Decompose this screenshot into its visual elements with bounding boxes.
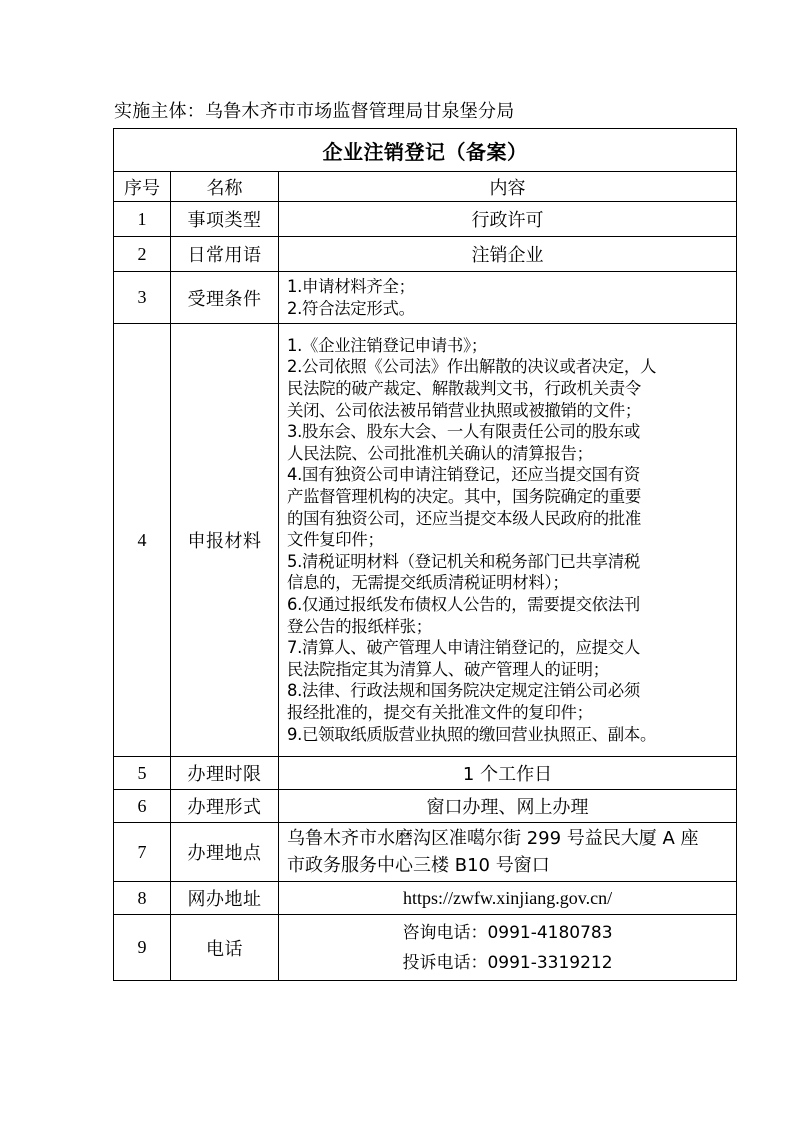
content-line: 8.法律、行政法规和国务院决定规定注销公司必须 (287, 681, 640, 701)
row-no: 7 (114, 823, 171, 882)
row-name: 办理地点 (171, 823, 279, 882)
table-row (114, 757, 737, 790)
row-name: 网办地址 (171, 882, 279, 915)
content-line: 市政务服务中心三楼 B10 号窗口 (287, 855, 550, 876)
table-title-row (114, 129, 737, 172)
content-line: 产监督管理机构的决定。其中，国务院确定的重要 (287, 487, 641, 507)
table-title: 企业注销登记（备案） (114, 129, 737, 172)
table-row (114, 237, 737, 272)
table-row (114, 202, 737, 237)
row-content: 1 个工作日 (279, 757, 737, 790)
row-no: 4 (114, 324, 171, 757)
consult-phone: 咨询电话：0991-4180783 (402, 922, 613, 943)
row-content (279, 915, 737, 981)
header-no: 序号 (114, 172, 171, 202)
row-no: 9 (114, 915, 171, 981)
content-line: 1.《企业注销登记申请书》； (287, 335, 487, 355)
content-line: 7.清算人、破产管理人申请注销登记的，应提交人 (287, 638, 640, 658)
content-line: 4.国有独资公司申请注销登记，还应当提交国有资 (287, 465, 640, 485)
row-no: 1 (114, 202, 171, 237)
table-row (114, 915, 737, 981)
row-content: 行政许可 (279, 202, 737, 237)
table-header-row (114, 172, 737, 202)
table-row (114, 823, 737, 882)
content-line: 乌鲁木齐市水磨沟区准噶尔街 299 号益民大厦 A 座 (287, 828, 699, 849)
content-line: 9.已领取纸质版营业执照的缴回营业执照正、副本。 (287, 724, 657, 744)
row-name: 申报材料 (171, 324, 279, 757)
service-item-table (113, 128, 737, 981)
implementer-line: 实施主体：乌鲁木齐市市场监督管理局甘泉堡分局 (114, 101, 515, 122)
content-line: 登公告的报纸样张； (287, 616, 432, 636)
row-content: 注销企业 (279, 237, 737, 272)
row-name: 日常用语 (171, 237, 279, 272)
content-line: 关闭、公司依法被吊销营业执照或被撤销的文件； (287, 400, 641, 420)
content-line: 民法院指定其为清算人、破产管理人的证明； (287, 659, 609, 679)
content-line: 报经批准的，提交有关批准文件的复印件； (287, 702, 593, 722)
complaint-phone: 投诉电话：0991-3319212 (402, 952, 613, 973)
row-content: 窗口办理、网上办理 (279, 790, 737, 823)
content-line: 6.仅通过报纸发布债权人公告的，需要提交依法刊 (287, 594, 640, 614)
online-address: https://zwfw.xinjiang.gov.cn/ (279, 882, 737, 915)
table-row (114, 790, 737, 823)
content-line: 3.股东会、股东大会、一人有限责任公司的股东或 (287, 422, 640, 442)
row-content (279, 324, 737, 757)
table-row (114, 324, 737, 757)
row-content (279, 823, 737, 882)
content-line: 5.清税证明材料（登记机关和税务部门已共享清税 (287, 551, 640, 571)
table-row (114, 272, 737, 324)
row-no: 8 (114, 882, 171, 915)
content-line: 信息的，无需提交纸质清税证明材料）； (287, 573, 569, 593)
content-line: 文件复印件； (287, 530, 384, 550)
content-line: 2.公司依照《公司法》作出解散的决议或者决定，人 (287, 357, 657, 377)
row-name: 受理条件 (171, 272, 279, 324)
table-row (114, 882, 737, 915)
content-line: 2.符合法定形式。 (287, 298, 415, 318)
row-content (279, 272, 737, 324)
row-no: 3 (114, 272, 171, 324)
content-line: 的国有独资公司，还应当提交本级人民政府的批准 (287, 508, 641, 528)
content-line: 民法院的破产裁定、解散裁判文书，行政机关责令 (287, 379, 641, 399)
header-content: 内容 (279, 172, 737, 202)
row-no: 5 (114, 757, 171, 790)
content-line: 1.申请材料齐全； (287, 276, 415, 296)
row-name: 电话 (171, 915, 279, 981)
row-name: 事项类型 (171, 202, 279, 237)
row-name: 办理时限 (171, 757, 279, 790)
content-line: 人民法院、公司批准机关确认的清算报告； (287, 443, 593, 463)
row-no: 6 (114, 790, 171, 823)
row-no: 2 (114, 237, 171, 272)
row-name: 办理形式 (171, 790, 279, 823)
header-name: 名称 (171, 172, 279, 202)
